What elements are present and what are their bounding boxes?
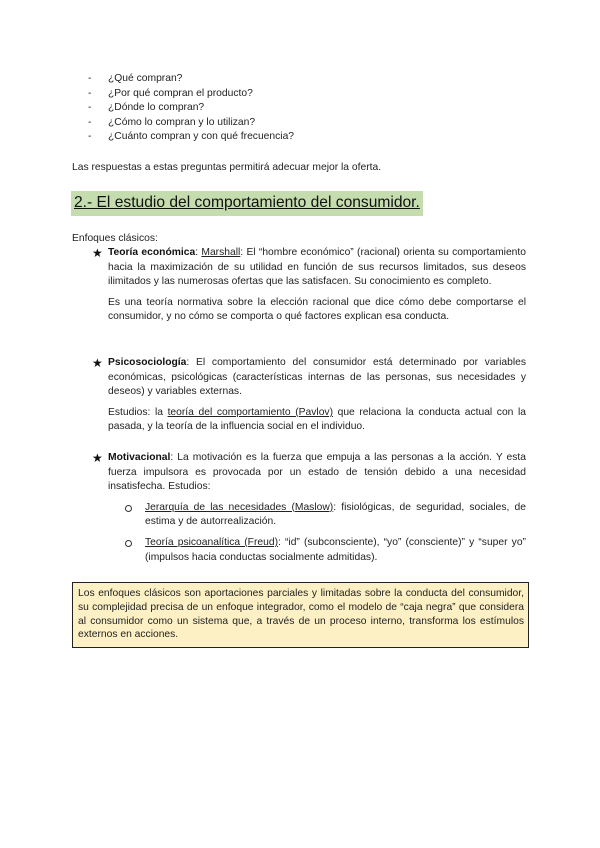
list-item: - ¿Cuánto compran y con qué frecuencia? bbox=[88, 130, 488, 145]
list-item bbox=[108, 501, 526, 530]
list-item: - ¿Dónde lo compran? bbox=[88, 101, 488, 116]
studies-suffix: que relaciona la conducta actual con la pasada, y la teoría de la influencia social en el individuo. bbox=[108, 406, 527, 433]
intro-label: Enfoques clásicos: bbox=[72, 233, 158, 244]
star-icon: ★ bbox=[92, 451, 103, 465]
author-marshall: Marshall bbox=[201, 247, 241, 258]
star-icon: ★ bbox=[92, 246, 103, 260]
theory-description: : El comportamiento del consumidor está determinado por variables económicas, psicológicas (características internas de las personas, sus necesidades y deseos) y variables externas. bbox=[108, 357, 526, 398]
studies-prefix: Estudios: la bbox=[108, 406, 168, 418]
theory-motivational bbox=[92, 451, 526, 565]
list-item: - ¿Por qué compran el producto? bbox=[88, 87, 488, 102]
circle-bullet-icon bbox=[125, 505, 132, 512]
separator: : bbox=[195, 247, 202, 258]
section-heading: 2.- El estudio del comportamiento del consumidor. bbox=[71, 191, 423, 216]
study-description: : fisiológicas, de seguridad, sociales, de estima y de autorrealización. bbox=[145, 501, 526, 528]
answers-paragraph: Las respuestas a estas preguntas permitirá adecuar mejor la oferta. bbox=[72, 162, 382, 173]
theory-psycho-text bbox=[108, 356, 526, 400]
theory-psychosociology bbox=[92, 356, 526, 435]
theory-term: Psicosociología bbox=[108, 357, 187, 368]
motivational-studies-list bbox=[108, 501, 526, 565]
list-item: - ¿Qué compran? bbox=[88, 72, 488, 87]
theory-economic bbox=[92, 246, 526, 325]
theory-economic-para2: Es una teoría normativa sobre la elección racional que dice cómo debe comportarse el consumidor, y no cómo se comporta o qué factores explican esa conducta. bbox=[108, 296, 526, 323]
maslow-theory: Jerarquía de las necesidades (Maslow) bbox=[145, 501, 334, 513]
star-icon: ★ bbox=[92, 356, 103, 370]
summary-box: Los enfoques clásicos son aportaciones parciales y limitadas sobre la conducta del consumidor, su complejidad precisa de un enfoque integrador, como el modelo de “caja negra” que considera al consumidor como un sistema que, a través de un proceso interno, transforma los estímulos externos en acciones. bbox=[72, 582, 529, 648]
theory-term: Teoría económica bbox=[108, 247, 196, 258]
theory-description: : La motivación es la fuerza que empuja a las personas a la acción. Y esta fuerza impulsora es provocada por un estado de tensión debido a una necesidad insatisfecha. Estudios: bbox=[108, 452, 526, 493]
theory-motivational-text bbox=[108, 451, 526, 495]
list-item bbox=[108, 536, 526, 565]
theory-term: Motivacional bbox=[108, 452, 171, 463]
theory-psycho-para2 bbox=[108, 406, 526, 435]
theory-description: : El “hombre económico” (racional) orienta su comportamiento hacia la maximización de su utilidad en función de sus recursos limitados, sus deseos ilimitados y las numerosas ofertas que las satisfacen. Su conocimiento es completo. bbox=[108, 247, 526, 288]
pavlov-theory: teoría del comportamiento (Pavlov) bbox=[167, 406, 333, 418]
list-item: - ¿Cómo lo compran y lo utilizan? bbox=[88, 116, 488, 131]
circle-bullet-icon bbox=[125, 540, 132, 547]
study-description: : “id” (subconsciente), “yo” (consciente)” y “super yo” (impulsos hacia conductas socialmente admitidas). bbox=[145, 536, 526, 563]
theory-economic-text bbox=[108, 246, 526, 290]
freud-theory: Teoría psicoanalítica (Freud) bbox=[145, 536, 278, 548]
question-list bbox=[88, 72, 488, 145]
